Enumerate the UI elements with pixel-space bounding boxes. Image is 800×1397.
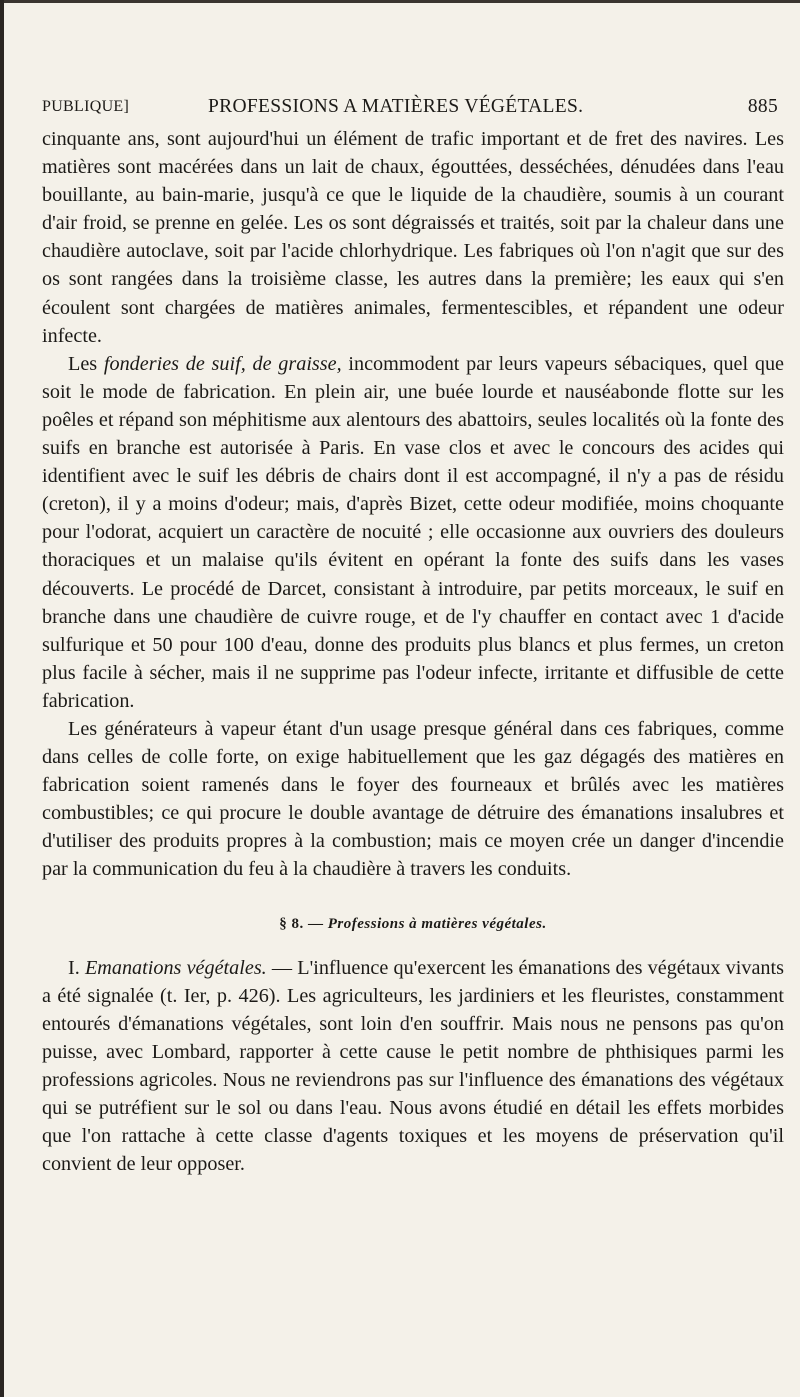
paragraph-2-lead: Les	[68, 352, 104, 375]
page-left-edge	[0, 0, 4, 1397]
section-title: Professions à matières végétales.	[327, 915, 547, 932]
paragraph-2-text: incommodent par leurs vapeurs sébaciques, quel que soit le mode de fabrication. En plein air, une buée lourde et nauséabonde flotte sur les poêles et répand son méphitisme aux alentours des abattoirs, seules localités où la fonte des suifs en branche est autorisée à Paris. En vase clos et avec le concours des acides qui identifient avec le suif les débris de chairs dont il est accompagné, il n'y a pas de résidu (creton), il y a moins d'odeur; mais, d'après Bizet, cette odeur modifiée, moins choquante pour l'odorat, acquiert un caractère de nocuité ; elle occasionne aux ouvriers des douleurs thoraciques et un malaise qu'ils évitent en opérant la fonte des suifs dans les vases découverts. Le procédé de Darcet, consistant à introduire, par petits morceaux, le suif en branche dans une chaudière de cuivre rouge, et de l'y chauffer en contact avec 1 d'acide sulfurique et 50 pour 100 d'eau, donne des produits plus blancs et plus fermes, un creton plus facile à sécher, mais il ne supprime pas l'odeur infecte, irritante et diffusible de cette fabrication.	[42, 352, 784, 712]
paragraph-4-text: — L'influence qu'exercent les émanations des végétaux vivants a été signalée (t. Ier, p. 426). Les agriculteurs, les jardiniers et les fleuristes, constamment entourés d'émanations végétales, sont loin d'en souffrir. Mais nous ne pensons pas qu'on puisse, avec Lombard, rapporter à cette cause le petit nombre de phthisiques parmi les professions agricoles. Nous ne reviendrons pas sur l'influence des émanations des végétaux qui se putréfient sur le sol ou dans l'eau. Nous avons étudié en détail les effets morbides que l'on rattache à cette classe d'agents toxiques et les moyens de préservation qu'il convient de leur opposer.	[42, 956, 784, 1176]
paragraph-4-lead: I.	[68, 956, 85, 979]
paragraph-3: Les générateurs à vapeur étant d'un usage presque général dans ces fabriques, comme dans celles de colle forte, on exige habituellement que les gaz dégagés des matières en fabrication soient ramenés dans le foyer des fourneaux et brûlés avec les matières combustibles; ce qui procure le double avantage de détruire des émanations insalubres et d'utiliser des produits propres à la combustion; mais ce moyen crée un danger d'incendie par la communication du feu à la chaudière à travers les conduits.	[42, 717, 784, 881]
paragraph-2	[42, 350, 784, 715]
section-number: § 8. —	[279, 915, 328, 932]
body-text	[42, 125, 784, 1178]
paragraph-2-italic: fonderies de suif, de graisse,	[103, 352, 342, 375]
paragraph-4-italic: Emanations végétales.	[84, 956, 267, 979]
book-page	[42, 0, 784, 1397]
running-head-title: PROFESSIONS A MATIÈRES VÉGÉTALES.	[208, 96, 584, 117]
running-head	[42, 96, 784, 122]
paragraph-1: cinquante ans, sont aujourd'hui un élément de trafic important et de fret des navires. Les matières sont macérées dans un lait de chaux, égouttées, desséchées, dénudées dans l'eau bouillante, au bain-marie, jusqu'à ce que le liquide de la chaudière, soumis à un courant d'air froid, se prenne en gelée. Les os sont dégraissés et traités, soit par la chaleur dans une chaudière autoclave, soit par l'acide chlorhydrique. Les fabriques où l'on n'agit que sur des os sont rangées dans la troisième classe, les autres dans la première; les eaux qui s'en écoulent sont chargées de matières animales, fermentescibles, et répandent une odeur infecte.	[42, 128, 784, 347]
running-head-left: PUBLIQUE]	[42, 98, 130, 115]
page-number: 885	[747, 96, 778, 117]
paragraph-4	[42, 954, 784, 1179]
section-heading	[42, 910, 784, 938]
